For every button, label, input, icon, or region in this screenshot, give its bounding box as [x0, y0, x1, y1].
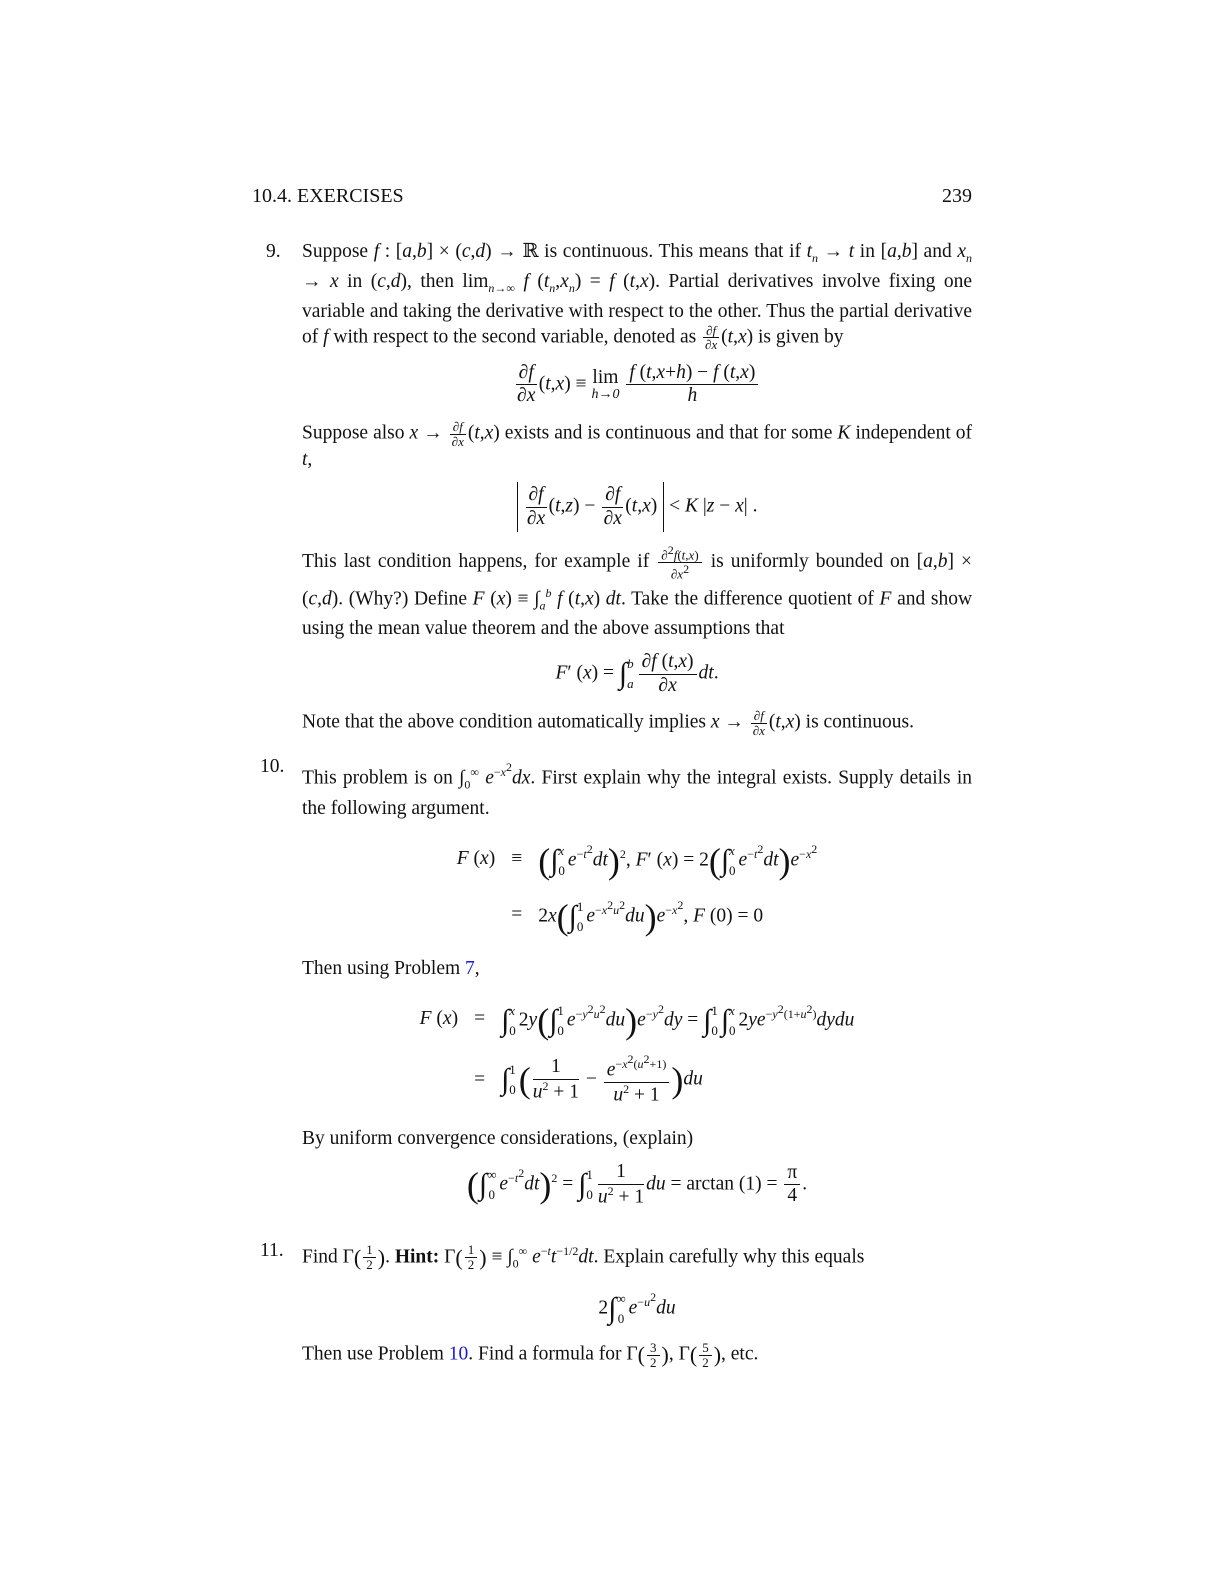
problem-7-link[interactable]: 7: [465, 957, 475, 979]
gamma-half-integral: 2∫ ∞ 0 $e^{-u^2}du$: [598, 1289, 676, 1326]
problem-10-link[interactable]: 10: [448, 1343, 469, 1365]
problem-10-text-3: By uniform convergence considerations, (explain): [302, 1127, 694, 1149]
gaussian-integral-result: (∫ ∞ 0 $e^{-t^2}dt)^2$ = ∫ 1 0 $\frac{1}{u^2 + 1}$ du = arctan (1) = $\frac{\pi}{4}$ .: [466, 1161, 808, 1208]
problem-9-intro: Suppose f : [a,b] × (c,d) → ℝ is continuous. This means that if $t_n \to t$ in [a,b] and $x_n \to x$ in (c,d), then $\lim_{n\to\infty} f$ $(t_n,x_n) = f$ (t,x). Partial derivatives involve fixing one variable and taking the derivative with respect to the other. Thus the partial derivative of f with respect to the second variable, denoted as $\frac{\partial f}{\partial x}$ (t,x) is given by: [302, 241, 972, 353]
lipschitz-condition: $\frac{\partial f}{\partial x}$ (t,z) − $\frac{\partial f}{\partial x}$ (t,x) < K |z − x| .: [302, 482, 972, 532]
equation-array-1: F (x) ≡ (∫ x 0 $e^{-t^2}dt)^2$, F′ (x) = 2(∫ x 0 $e^{-t^2}dt)e^{-x^2}$ = 2x(∫ 1 0 $e^{-x^2u^2}du)e^{-x^2}$, F (0) = 0: [456, 840, 818, 937]
exercise-body: [260, 240, 973, 1370]
problem-9: [266, 240, 972, 737]
problem-9-text-4: Note that the above condition automatically implies x → $\frac{\partial f}{\partial x}$ (t,x) is continuous.: [302, 708, 914, 738]
problem-10-intro: This problem is on $\int_0^\infty$ $e^{-x^2}dx$. First explain why the integral exists. Supply details in the following argument.: [302, 760, 973, 819]
problem-number: 9.: [266, 241, 281, 262]
problem-9-text-2: Suppose also x → $\frac{\partial f}{\partial x}$ (t,x) exists and is continuous and that for some K independent of t,: [302, 418, 973, 471]
leibniz-rule: F′ (x) = ∫ b a $\frac{\partial f (t,x)}{\partial x}$ dt.: [555, 651, 719, 696]
section-title: 10.4. EXERCISES: [252, 185, 404, 207]
partial-derivative-definition: $\frac{\partial f}{\partial x}$ (t,x) ≡ lim h→0 $\frac{f (t,x+h) - f (t,x)}{h}$: [302, 362, 972, 408]
page-number: 239: [942, 185, 972, 207]
problem-number: 10.: [260, 756, 285, 778]
problem-number: 11.: [260, 1239, 284, 1261]
problem-10-text-2: Then using Problem 7,: [302, 957, 480, 979]
problem-11: [260, 1239, 972, 1370]
equation-array-2: F (x) = ∫ x 0 2y(∫ 1 0 $e^{-y^2u^2}du)e^{-y^2}dy$ = ∫ 1 0 ∫ x 0 $2ye^{-y^2(1+u^2)}dydu$ = ∫ 1 0 ( $\frac{1}{u^2 + 1}$ − $\frac{e^{-x^2(u^2+1)}}{u^2 + 1}$ )du: [419, 1000, 855, 1106]
problem-11-intro: Find Γ( $\frac{1}{2}$ ). Hint: Γ( $\frac{1}{2}$ ) ≡ $\int_0^\infty$ $e^{-t}t^{-1/2}dt$. Explain carefully why this equals: [302, 1242, 865, 1273]
problem-9-text-3: This last condition happens, for example if $\frac{\partial^2f(t,x)}{\partial x^2}$ is uniformly bounded on [a,b] × (c,d). (Why?) Define F $(x) \equiv \int_a^b$ f (t,x) dt. Take the difference quotient of F and show using the mean value theorem and the above assumptions that: [302, 543, 973, 640]
problem-10: [260, 755, 973, 1208]
problem-11-text-2: Then use Problem 10. Find a formula for Γ( $\frac{3}{2}$ ), Γ( $\frac{5}{2}$ ), etc.: [302, 1339, 759, 1370]
